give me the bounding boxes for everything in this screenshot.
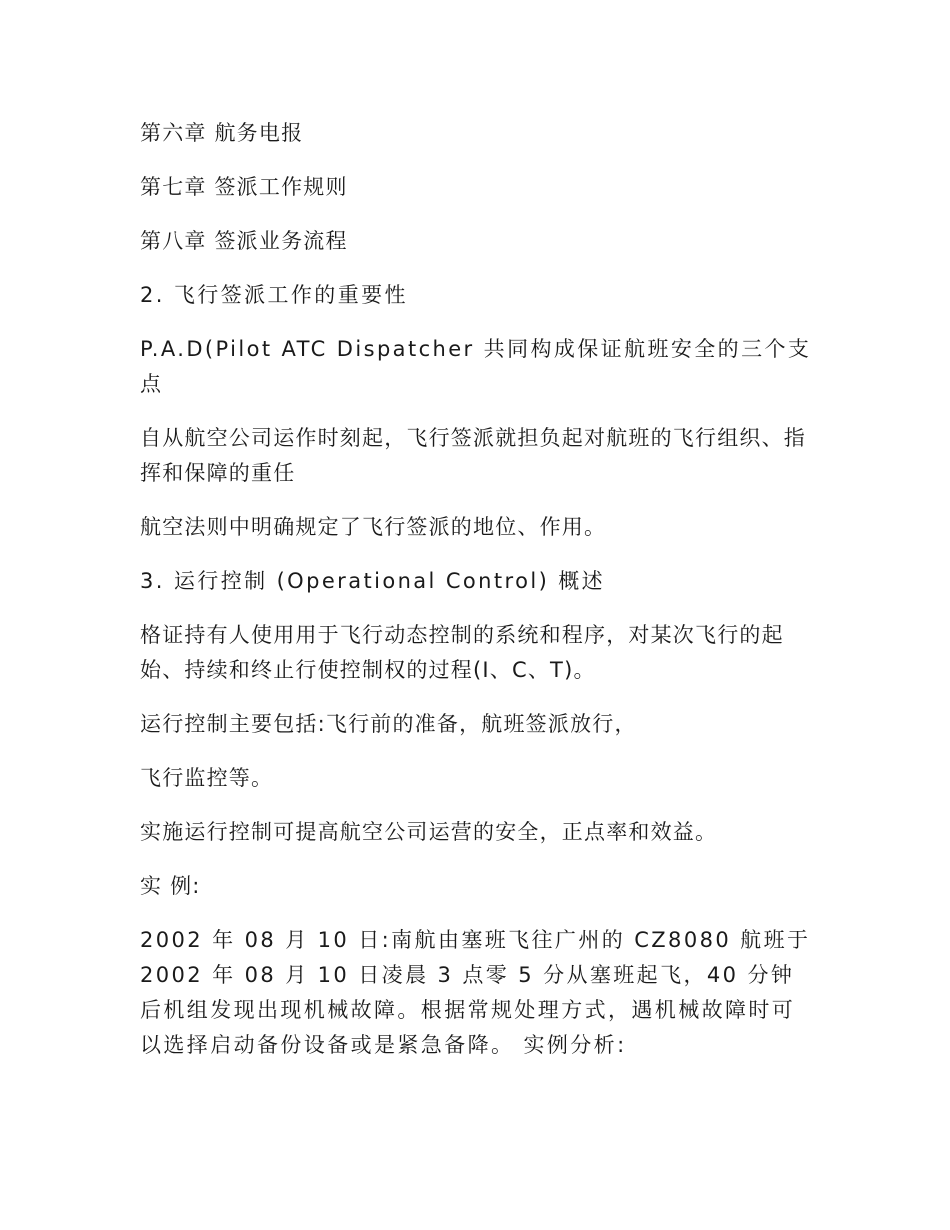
- chapter-seven-heading: 第七章 签派工作规则: [140, 175, 348, 199]
- operational-control-contents: 运行控制主要包括:飞行前的准备，航班签派放行，: [140, 712, 637, 736]
- chapter-eight-heading: 第八章 签派业务流程: [140, 229, 348, 253]
- operational-control-definition: 格证持有人使用用于飞行动态控制的系统和程序，对某次飞行的起始、持续和终止行使控制权的过程(I、C、T)。: [140, 623, 784, 682]
- section-3-heading: 3. 运行控制 (Operational Control) 概述: [140, 569, 606, 593]
- aviation-law-paragraph: 航空法则中明确规定了飞行签派的地位、作用。: [140, 515, 607, 539]
- dispatch-responsibility-paragraph: 自从航空公司运作时刻起，飞行签派就担负起对航班的飞行组织、指挥和保障的重任: [140, 426, 806, 485]
- document-body: [140, 116, 812, 1082]
- section-2-heading: 2. 飞行签派工作的重要性: [140, 283, 408, 307]
- example-case-paragraph: 2002 年 08 月 10 日:南航由塞班飞往广州的 CZ8080 航班于 2002 年 08 月 10 日凌晨 3 点零 5 分从塞班起飞，40 分钟后机组发现出现机械故障。根据常规处理方式，遇机械故障时可以选择启动备份设备或是紧急备降。 实例分析:: [140, 928, 811, 1057]
- operational-control-benefits: 实施运行控制可提高航空公司运营的安全，正点率和效益。: [140, 820, 718, 844]
- example-label: 实 例:: [140, 874, 201, 898]
- chapter-six-heading: 第六章 航务电报: [140, 121, 304, 145]
- flight-monitoring-line: 飞行监控等。: [140, 766, 274, 790]
- pad-paragraph: P.A.D(Pilot ATC Dispatcher 共同构成保证航班安全的三个支点: [140, 337, 812, 396]
